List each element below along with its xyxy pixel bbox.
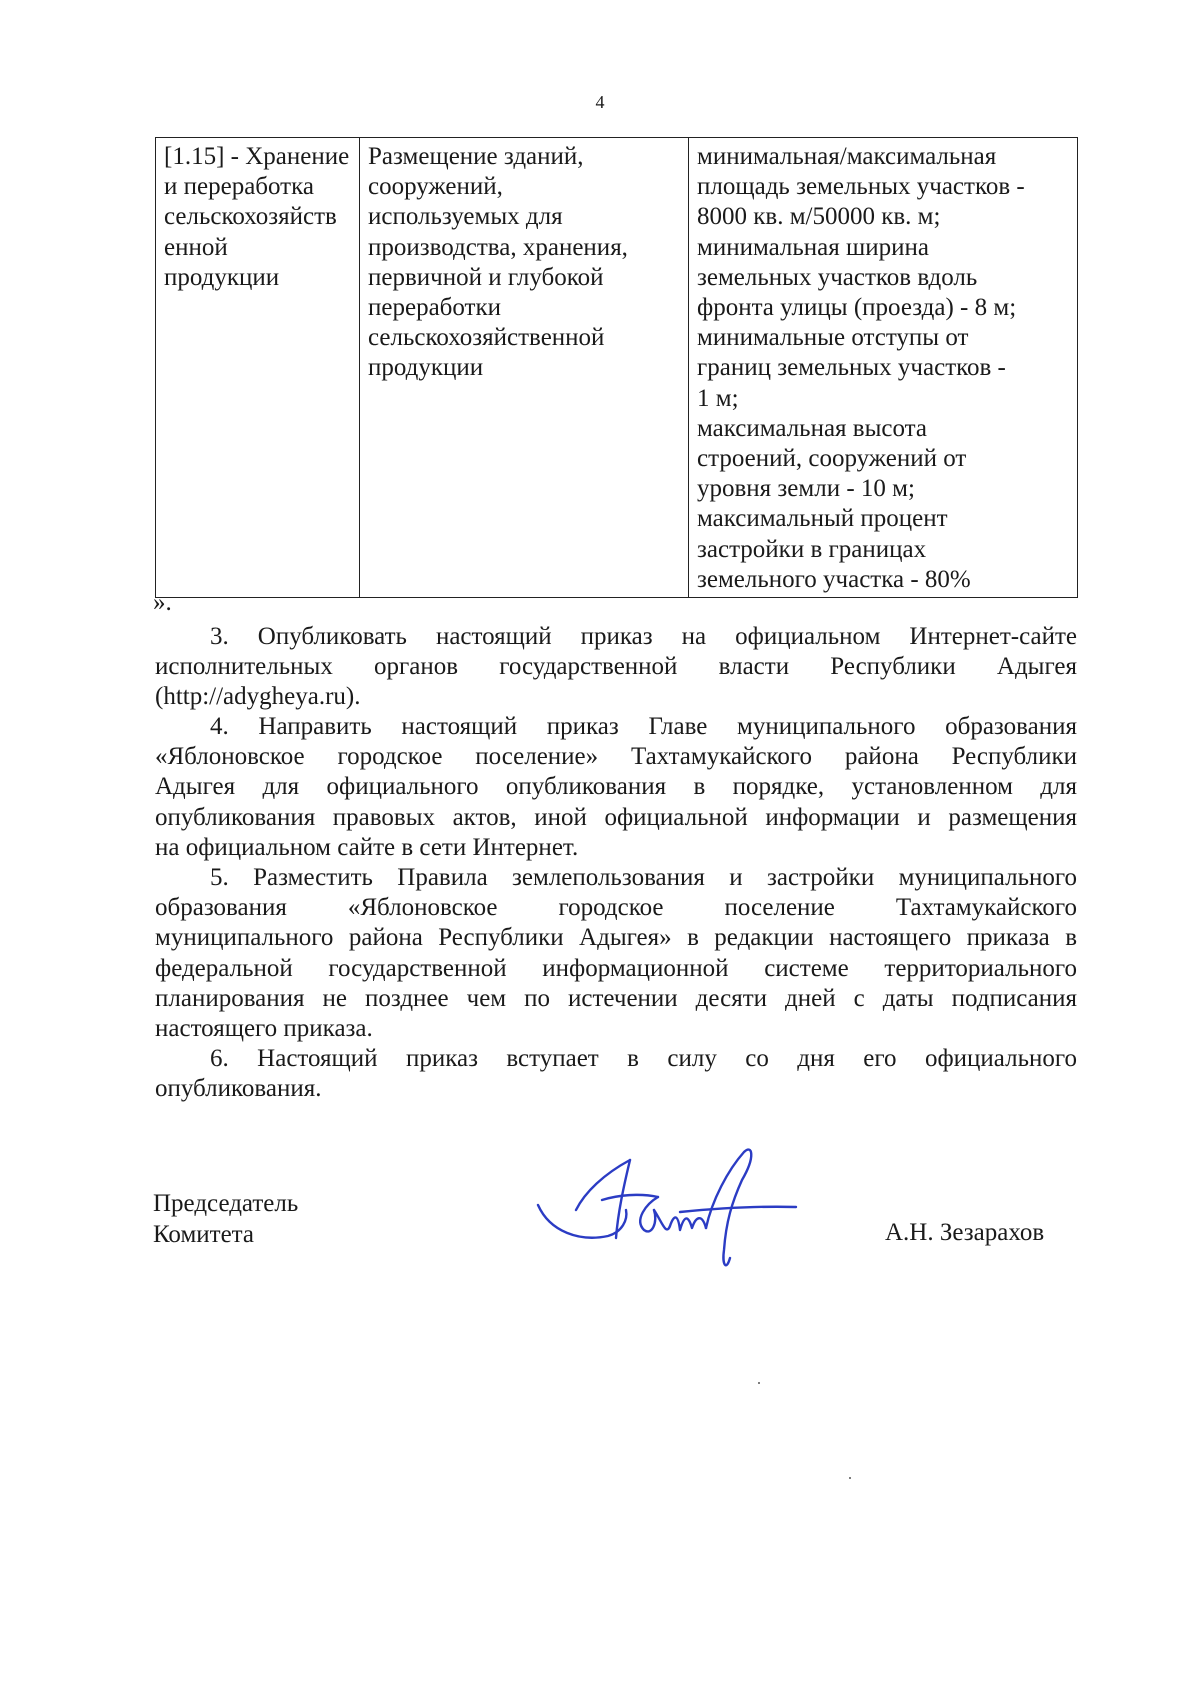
- land-use-table: [155, 137, 1078, 598]
- cell-line: сельскохозяйств: [164, 203, 337, 231]
- text-line: 3. Опубликовать настоящий приказ на официальном Интернет-сайте: [210, 623, 1077, 650]
- closing-quote: ».: [153, 589, 172, 616]
- cell-line: фронта улицы (проезда) - 8 м;: [697, 294, 1017, 322]
- cell-line: продукции: [368, 354, 484, 382]
- cell-line: используемых для: [368, 203, 563, 231]
- cell-line: продукции: [164, 263, 280, 291]
- cell-line: сельскохозяйственной: [368, 324, 605, 352]
- cell-line: минимальная ширина: [697, 233, 930, 261]
- paragraph-5: [155, 863, 1077, 1044]
- cell-line: минимальная/максимальная: [697, 143, 997, 170]
- text-line: опубликования правовых актов, иной официальной информации и размещения: [155, 803, 1077, 831]
- land-use-description-cell: [360, 138, 689, 598]
- cell-line: 8000 кв. м/50000 кв. м;: [697, 203, 941, 231]
- paragraph-4: [155, 712, 1077, 863]
- cell-line: 1 м;: [697, 384, 739, 412]
- text-line: на официальном сайте в сети Интернет.: [155, 833, 579, 861]
- cell-line: земельного участка - 80%: [697, 565, 971, 593]
- cell-line: первичной и глубокой: [368, 263, 604, 291]
- signatory-title-line: Комитета: [153, 1221, 255, 1248]
- text-line: планирования не позднее чем по истечении десяти дней с даты подписания: [155, 984, 1077, 1012]
- paragraph-3: [155, 622, 1077, 713]
- page-number: 4: [595, 92, 605, 112]
- signatory-name: А.Н. Зезарахов: [885, 1219, 1045, 1246]
- text-line: опубликования.: [155, 1075, 322, 1103]
- text-line: «Яблоновское городское поселение» Тахтамукайского района Республики: [155, 743, 1077, 771]
- cell-line: земельных участков вдоль: [697, 263, 978, 291]
- cell-line: [1.15] - Хранение: [164, 143, 350, 170]
- cell-line: переработки: [368, 294, 502, 322]
- land-use-parameters-cell: [689, 138, 1078, 598]
- cell-line: площадь земельных участков -: [697, 173, 1025, 201]
- text-line: 4. Направить настоящий приказ Главе муниципального образования: [210, 713, 1077, 740]
- cell-line: минимальные отступы от: [697, 324, 969, 352]
- land-use-code-cell: [156, 138, 360, 598]
- scan-speck: [849, 1477, 851, 1479]
- text-line: настоящего приказа.: [155, 1015, 373, 1043]
- cell-line: Размещение зданий,: [368, 143, 584, 170]
- cell-line: уровня земли - 10 м;: [697, 475, 915, 503]
- text-line: 5. Разместить Правила землепользования и застройки муниципального: [210, 864, 1077, 891]
- handwritten-signature: [530, 1140, 800, 1280]
- table-row: [156, 138, 1078, 598]
- text-line: (http://adygheya.ru).: [155, 683, 361, 711]
- signatory-title-line: Председатель: [153, 1190, 299, 1217]
- text-line: образования «Яблоновское городское поселение Тахтамукайского: [155, 894, 1077, 922]
- text-line: федеральной государственной информационной системе территориального: [155, 954, 1077, 982]
- cell-line: границ земельных участков -: [697, 354, 1006, 382]
- cell-line: строений, сооружений от: [697, 445, 967, 473]
- paragraph-6: [155, 1044, 1077, 1104]
- text-line: Адыгея для официального опубликования в порядке, установленном для: [155, 773, 1077, 801]
- cell-line: и переработка: [164, 173, 314, 201]
- text-line: исполнительных органов государственной власти Республики Адыгея: [155, 653, 1077, 681]
- signatory-title: [153, 1188, 298, 1250]
- cell-line: енной: [164, 233, 228, 261]
- text-line: 6. Настоящий приказ вступает в силу со дня его официального: [210, 1045, 1077, 1072]
- cell-line: застройки в границах: [697, 535, 927, 563]
- cell-line: сооружений,: [368, 173, 503, 201]
- cell-line: производства, хранения,: [368, 233, 628, 261]
- cell-line: максимальная высота: [697, 414, 928, 442]
- scan-speck: [758, 1382, 760, 1384]
- cell-line: максимальный процент: [697, 505, 948, 533]
- text-line: муниципального района Республики Адыгея» в редакции настоящего приказа в: [155, 924, 1077, 952]
